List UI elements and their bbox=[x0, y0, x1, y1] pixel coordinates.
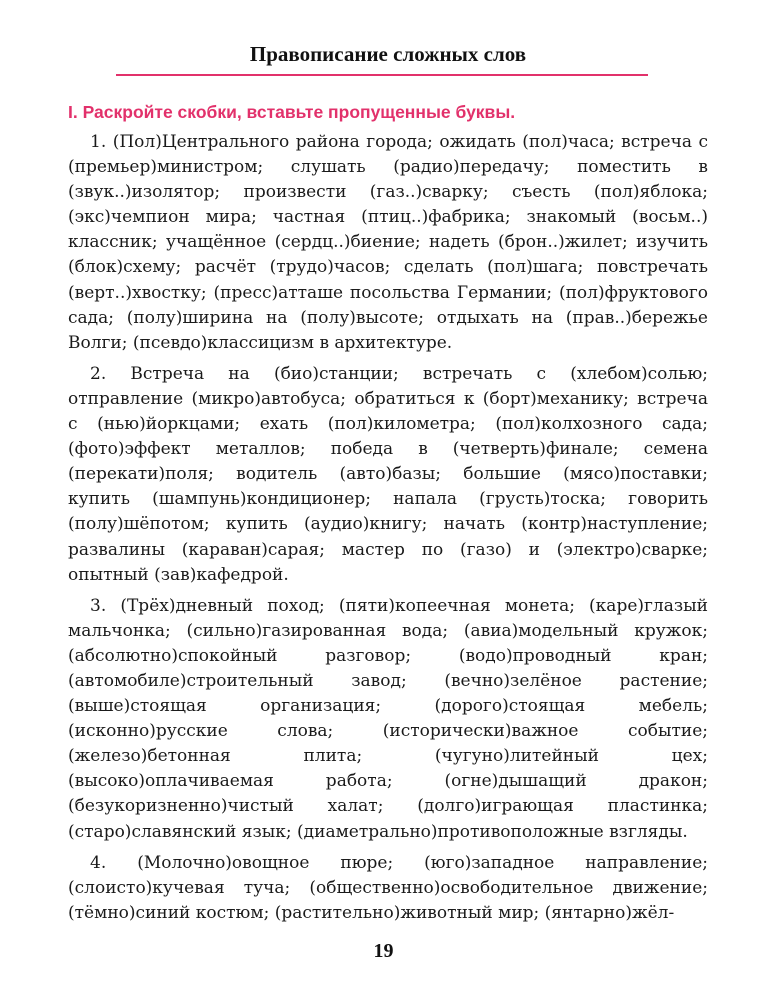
exercise-paragraph-3: 3. (Трёх)дневный поход; (пяти)копеечная монета; (каре)глазый мальчонка; (сильно)газированная вода; (авиа)модельный кружок; (абсолютно)спокойный разговор; (водо)проводный кран; (автомобиле)строительный завод; (вечно)зелёное растение; (выше)стоящая организация; (дорого)стоящая мебель; (исконно)русские слова; (исторически)важное событие; (железо)бетонная плита; (чугуно)литейный цех; (высоко)оплачиваемая работа; (огне)дышащий дракон; (безукоризненно)чистый халат; (долго)играющая пластинка; (старо)славянский язык; (диаметрально)противоположные взгляды. bbox=[68, 595, 708, 842]
page-title: Правописание сложных слов bbox=[249, 42, 527, 66]
exercise-paragraph-2: 2. Встреча на (био)станции; встречать с (хлебом)солью; отправление (микро)автобуса; обратиться к (борт)механику; встреча с (нью)йоркцами; ехать (пол)километра; (пол)колхозного сада; (фото)эффект металлов; победа в (четверть)финале; семена (перекати)поля; водитель (авто)базы; большие (мясо)поставки; купить (шампунь)кондиционер; напала (грусть)тоска; говорить (полу)шёпотом; купить (аудио)книгу; начать (контр)наступление; развалины (караван)сарая; мастер по (газо) и (электро)сварке; опытный (зав)кафедрой. bbox=[68, 363, 708, 585]
exercise-paragraph-4: 4. (Молочно)овощное пюре; (юго)западное направление; (слоисто)кучевая туча; (общественно)освободительное движение; (тёмно)синий костюм; (растительно)животный мир; (янтарно)жёл- bbox=[68, 852, 708, 923]
exercise-paragraph-1: 1. (Пол)Центрального района города; ожидать (пол)часа; встреча с (премьер)министром; слушать (радио)передачу; поместить в (звук..)изолятор; произвести (газ..)сварку; съесть (пол)яблока; (экс)чемпион мира; частная (птиц..)фабрика; знакомый (восьм..) классник; учащённое (сердц..)биение; надеть (брон..)жилет; изучить (блок)схему; расчёт (трудо)часов; сделать (пол)шага; повстречать (верт..)хвостку; (пресс)атташе посольства Германии; (пол)фруктового сада; (полу)ширина на (полу)высоте; отдыхать на (прав..)бережье Волги; (псевдо)классицизм в архитектуре. bbox=[68, 132, 708, 353]
page-number: 19 bbox=[373, 940, 394, 962]
title-underline bbox=[116, 74, 648, 76]
textbook-page bbox=[68, 40, 708, 932]
task-heading: I. Раскройте скобки, вставьте пропущенные буквы. bbox=[68, 102, 516, 122]
